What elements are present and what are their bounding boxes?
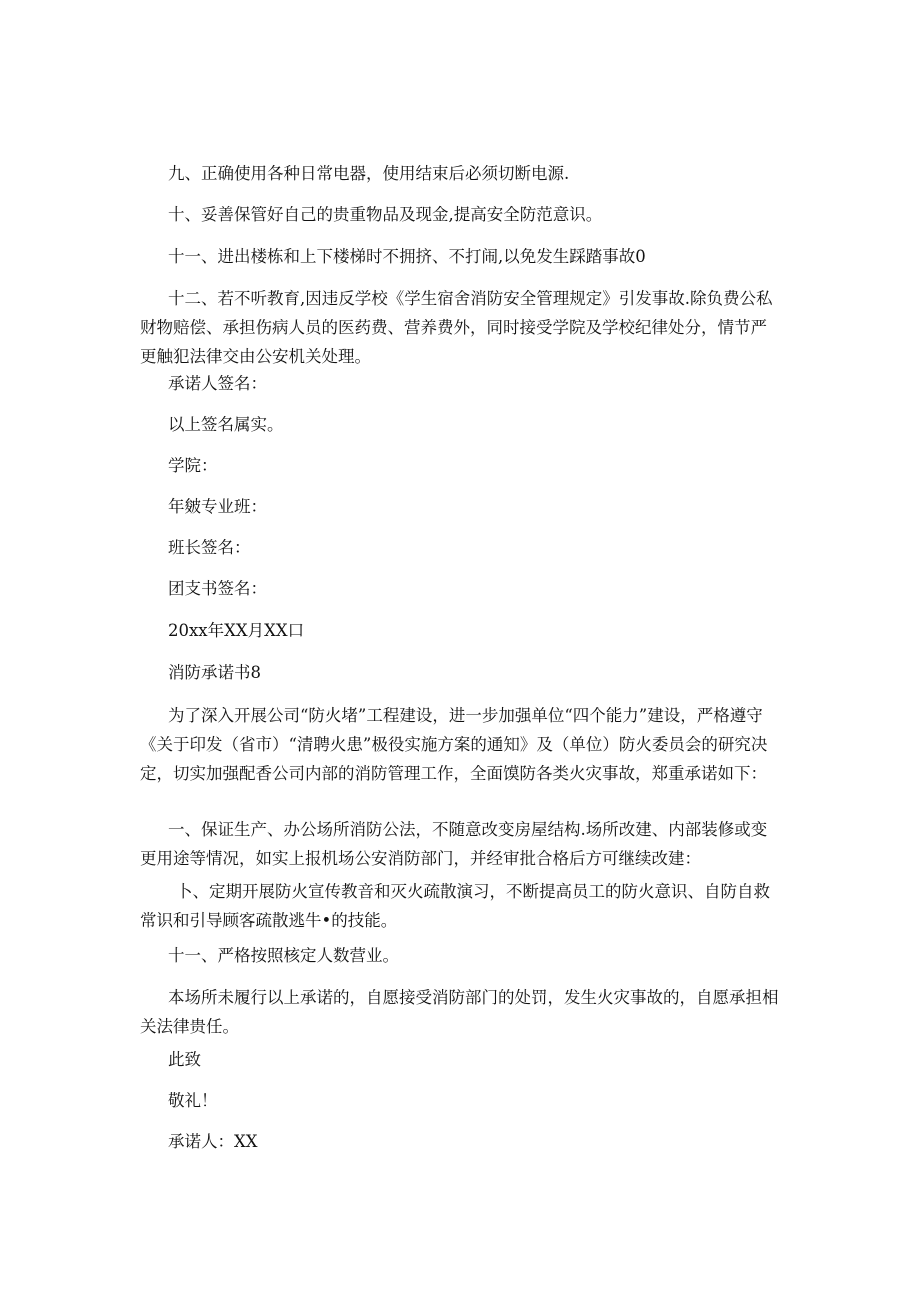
section-title: 消防承诺书8 bbox=[168, 663, 261, 682]
date-line: 20xx年XX月XX口 bbox=[168, 621, 305, 640]
point-1: 一、保证生产、办公场所消防公法，不随意改变房屋结构.场所改建、内部装修或变更用途等情况，如实上报机场公安消防部门，并经审批合格后方可继续改建： bbox=[140, 820, 768, 868]
verified-note: 以上签名属实。 bbox=[168, 415, 284, 434]
closing-ci-zhi: 此致 bbox=[168, 1050, 201, 1069]
item-12: 十二、若不听教育,因违反学校《学生宿舍消防安全管理规定》引发事故.除负费公私财物赔偿、承担伤病人员的医药费、营养费外，同时接受学院及学校纪律处分，情节严更触犯法律交由公安机关处理。 bbox=[140, 289, 773, 366]
college-label: 学院： bbox=[168, 456, 218, 475]
signer-label: 承诺人签名： bbox=[168, 374, 267, 393]
point-3: 十一、严格按照核定人数营业。 bbox=[168, 946, 399, 965]
consequence-paragraph: 本场所未履行以上承诺的，自愿接受消防部门的处罚，发生火灾事故的，自愿承担相关法律贵任。 bbox=[140, 988, 779, 1036]
closing-jing-li: 敬礼！ bbox=[168, 1091, 218, 1110]
item-10: 十、妥善保管好自己的贵重物品及现金,提高安全防范意识。 bbox=[168, 205, 603, 224]
point-2: 卜、定期开展防火宣传教音和灭火疏散演习，不断提高员工的防火意识、自防自救常识和引导顾客疏散逃牛•的技能。 bbox=[140, 882, 770, 930]
grade-class-label: 年皴专业班： bbox=[168, 497, 267, 516]
promisor-line: 承诺人：XX bbox=[168, 1132, 258, 1151]
monitor-sign-label: 班长签名： bbox=[168, 538, 251, 557]
item-9: 九、正确使用各种日常电器，使用结束后必须切断电源. bbox=[168, 164, 570, 183]
league-sign-label: 团支书签名： bbox=[168, 579, 267, 598]
item-11: 十一、进出楼栋和上下楼梯时不拥挤、不打闹,以免发生踩踏事故0 bbox=[168, 247, 646, 266]
intro-paragraph: 为了深入开展公司“防火堵”工程建设，进一步加强单位“四个能力”建设，严格遵守《关于印发（省市）“清聘火患”极役实施方案的通知》及（单位）防火委员会的研究决定，切实加强配香公司内部的消防管理工作，全面馍防各类火灾事故，郑重承诺如下： bbox=[140, 706, 768, 783]
